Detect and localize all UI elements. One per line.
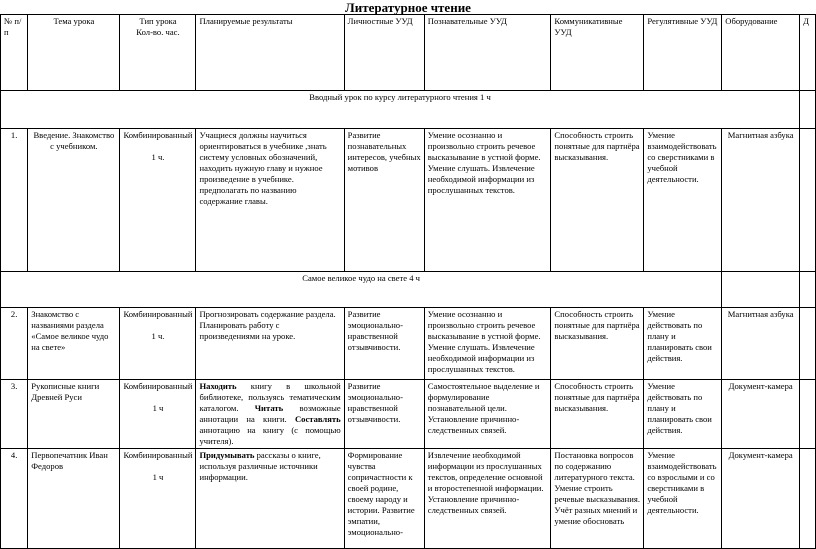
header-type-line1: Тип урока — [139, 16, 177, 26]
page-title: Литературное чтение — [345, 0, 471, 15]
row-cognitive: Извлечение необходимой информации из прослушанных текстов, определение основной и второстепенной информации. Установление причинно-следственных связей. — [424, 449, 551, 549]
row-equipment: Магнитная азбука — [722, 308, 800, 380]
header-results: Планируемые результаты — [196, 15, 344, 91]
row-type-label: Комбинированный — [123, 130, 193, 140]
row-communicative: Постановка вопросов по содержанию литературного текста. Умение строить речевые высказывания. Учёт разных мнений и умение обосновать — [551, 449, 644, 549]
row-equipment: Документ-камера — [722, 449, 800, 549]
table-row — [1, 308, 816, 380]
row-type-label: Комбинированный — [123, 309, 193, 319]
row-type-label: Комбинированный — [123, 381, 193, 391]
row-personal: Формирование чувства сопричастности к своей родине, своему народу и истории. Развитие эмпатии, эмоционально- — [344, 449, 424, 549]
row-communicative: Способность строить понятные для партнёра высказывания. — [551, 308, 644, 380]
row-topic: Рукописные книги Древней Руси — [28, 380, 120, 449]
header-personal: Личностные УУД — [344, 15, 424, 91]
row-cognitive: Умение осознанно и произвольно строить речевое высказывание в устной форме. Умение слушать. Извлечение необходимой информации из прослушанных текстов. — [424, 129, 551, 272]
header-cut: Д — [800, 15, 816, 91]
header-type-line2: Кол-во. час. — [136, 27, 180, 37]
table-row — [1, 129, 816, 272]
row-num: 2. — [1, 308, 28, 380]
row-type — [120, 308, 196, 380]
results-verb: Придумывать — [199, 450, 255, 460]
row-results: Учащиеся должны научиться ориентироваться в учебнике ,знать систему условных обозначений, находить нужную главу и нужное произведение в учебнике. предполагать по названию содержание главы. — [196, 129, 344, 272]
header-cognitive: Познавательные УУД — [424, 15, 551, 91]
row-num: 4. — [1, 449, 28, 549]
header-topic: Тема урока — [28, 15, 120, 91]
row-topic: Знакомство с названиями раздела «Самое великое чудо на свете» — [28, 308, 120, 380]
header-communicative: Коммуникативные УУД — [551, 15, 644, 91]
row-regulative: Умение действовать по плану и планировать свои действия. — [644, 380, 722, 449]
header-equipment: Оборудование — [722, 15, 800, 91]
section-row-miracle — [1, 272, 816, 308]
row-hours: 1 ч — [152, 472, 164, 482]
row-type — [120, 380, 196, 449]
row-num: 3. — [1, 380, 28, 449]
row-num: 1. — [1, 129, 28, 272]
row-personal: Развитие эмоционально-нравственной отзывчивости. — [344, 380, 424, 449]
section-intro: Вводный урок по курсу литературного чтения 1 ч — [1, 91, 800, 129]
results-verb: Составлять — [294, 414, 341, 424]
row-hours: 1 ч. — [151, 331, 165, 341]
header-regulative: Регулятивные УУД — [644, 15, 722, 91]
row-equipment: Магнитная азбука — [722, 129, 800, 272]
row-type — [120, 129, 196, 272]
results-text: книгу в школьной библиотеке, пользуясь тематическим каталогом. — [199, 381, 341, 413]
row-hours: 1 ч — [152, 403, 164, 413]
row-results — [196, 449, 344, 549]
results-text: возможные аннотации на книги. — [199, 403, 341, 424]
row-regulative: Умение взаимодействовать со взрослыми и со сверстниками в учебной деятельности. — [644, 449, 722, 549]
row-personal: Развитие познавательных интересов, учебных мотивов — [344, 129, 424, 272]
results-verb: Находить — [199, 381, 237, 391]
row-type — [120, 449, 196, 549]
row-cognitive: Самостоятельное выделение и формулирование познавательной цели. Установление причинно-следственных связей. — [424, 380, 551, 449]
row-topic: Первопечатник Иван Федоров — [28, 449, 120, 549]
row-regulative: Умение взаимодействовать со сверстниками в учебной деятельности. — [644, 129, 722, 272]
section-miracle: Самое великое чудо на свете 4 ч — [1, 272, 722, 308]
header-num: № п/п — [1, 15, 28, 91]
section-row-intro — [1, 91, 816, 129]
table-row — [1, 380, 816, 449]
row-type-label: Комбинированный — [123, 450, 193, 460]
table-row — [1, 449, 816, 549]
row-hours: 1 ч. — [151, 152, 165, 162]
lesson-plan-table — [0, 14, 816, 549]
results-text: рассказы о книге, используя различные источники информации. — [199, 450, 321, 482]
results-text: аннотацию на книгу (с помощью учителя). — [199, 425, 341, 446]
row-communicative: Способность строить понятные для партнёра высказывания. — [551, 380, 644, 449]
row-results: Прогнозировать содержание раздела. Планировать работу с произведениями на уроке. — [196, 308, 344, 380]
row-results — [196, 380, 344, 449]
row-cognitive: Умение осознанно и произвольно строить речевое высказывание в устной форме. Умение слушать. Извлечение необходимой информации из прослушанных текстов. — [424, 308, 551, 380]
row-communicative: Способность строить понятные для партнёра высказывания. — [551, 129, 644, 272]
header-row — [1, 15, 816, 91]
row-regulative: Умение действовать по плану и планировать свои действия. — [644, 308, 722, 380]
results-verb: Читать — [254, 403, 284, 413]
row-personal: Развитие эмоционально-нравственной отзывчивости. — [344, 308, 424, 380]
header-type — [120, 15, 196, 91]
row-equipment: Документ-камера — [722, 380, 800, 449]
row-topic: Введение. Знакомство с учебником. — [28, 129, 120, 272]
